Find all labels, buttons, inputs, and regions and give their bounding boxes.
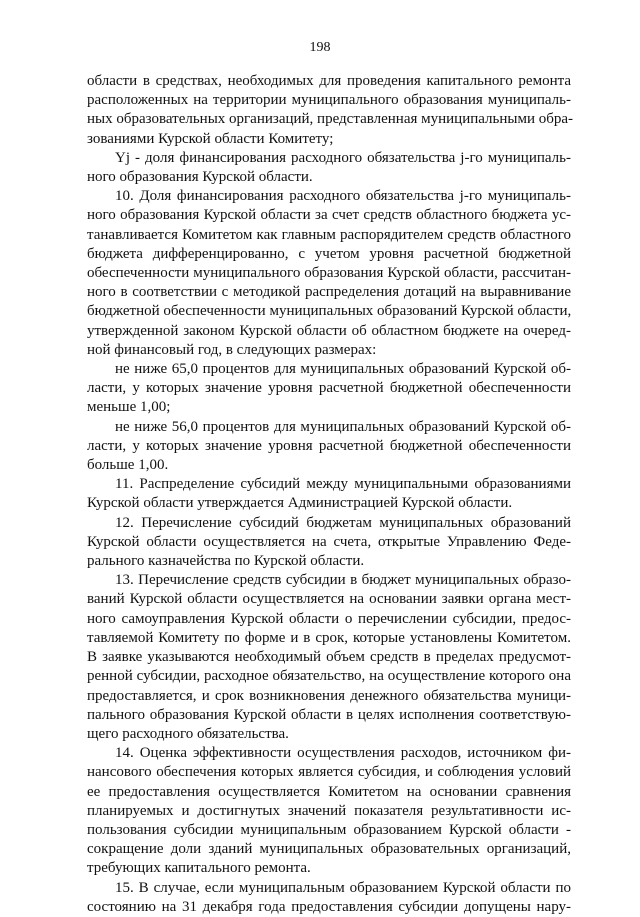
text-line: 14. Оценка эффективности осуществления расходов, источником фи- [115, 745, 571, 762]
text-line: ласти, у которых значение уровня расчетной бюджетной обеспеченности [87, 437, 571, 454]
text-line: бюджета дифференцированно, с учетом уровня расчетной бюджетной [87, 245, 571, 262]
text-line: 13. Перечисление средств субсидии в бюджет муниципальных образо- [115, 572, 571, 589]
text-line: пального образования Курской области в целях исполнения соответствую- [87, 706, 571, 723]
page-number: 198 [309, 40, 331, 55]
text-line: сокращение доли зданий муниципальных образовательных организаций, [87, 841, 571, 858]
text-line: 12. Перечисление субсидий бюджетам муниципальных образований [115, 514, 571, 531]
text-line: утвержденной законом Курской области об областном бюджете на очеред- [87, 322, 571, 339]
text-line: ного образования Курской области. [87, 169, 313, 186]
document-body [87, 72, 574, 917]
text-line: не ниже 56,0 процентов для муниципальных образований Курской об- [115, 418, 571, 435]
text-line: Курской области осуществляется на счета, открытые Управлению Феде- [87, 533, 571, 550]
text-line: щего расходного обязательства. [87, 725, 289, 742]
text-line: расположенных на территории муниципального образования муниципаль- [87, 92, 571, 109]
text-line: предоставляется, и срок возникновения денежного обязательства муници- [87, 687, 571, 704]
text-line: пользования субсидии муниципальным образованием Курской области - [87, 821, 571, 838]
text-line: нансового обеспечения которых является субсидия, и соблюдения условий [87, 764, 571, 781]
text-line: не ниже 65,0 процентов для муниципальных образований Курской об- [115, 361, 571, 378]
text-line: состоянию на 31 декабря года предоставления субсидии допущены нару- [87, 898, 571, 915]
text-line: 11. Распределение субсидий между муниципальными образованиями [115, 476, 571, 493]
text-line: тавляемой Комитету по форме и в срок, которые установлены Комитетом. [87, 629, 571, 646]
text-line: планируемых и достигнутых значений показателя результативности ис- [87, 802, 571, 819]
text-line: области в средствах, необходимых для проведения капитального ремонта [87, 73, 571, 89]
text-line: требующих капитального ремонта. [87, 860, 311, 877]
text-line: ной финансовый год, в следующих размерах: [87, 341, 377, 358]
text-line: 10. Доля финансирования расходного обязательства j-го муниципаль- [115, 188, 571, 205]
text-line: танавливается Комитетом как главным распорядителем средств областного [87, 226, 571, 243]
text-line: ваний Курской области осуществляется на основании заявки органа мест- [87, 591, 571, 608]
text-line: больше 1,00. [87, 457, 169, 474]
text-line: Курской области утверждается Администрацией Курской области. [87, 495, 513, 512]
text-line: 15. В случае, если муниципальным образованием Курской области по [115, 879, 571, 896]
text-line: ренной субсидии, расходное обязательство, на осуществление которого она [87, 668, 571, 685]
text-line: ного самоуправления Курской области о перечислении субсидии, предос- [87, 610, 571, 627]
text-line: ных образовательных организаций, представленная муниципальными обра- [87, 111, 574, 128]
text-line: рального казначейства по Курской области. [87, 553, 365, 570]
text-line: Yj - доля финансирования расходного обязательства j-го муниципаль- [115, 149, 571, 166]
text-line: ного в соответствии с методикой распределения дотаций на выравнивание [87, 284, 571, 301]
text-line: ласти, у которых значение уровня расчетной бюджетной обеспеченности [87, 380, 571, 397]
text-line: бюджетной обеспеченности муниципальных образований Курской области, [87, 303, 572, 320]
text-line: меньше 1,00; [87, 399, 171, 416]
text-line: ного образования Курской области за счет средств областного бюджета ус- [87, 207, 571, 224]
text-line: В заявке указываются необходимый объем средств в пределах предусмот- [87, 649, 571, 666]
text-line: зованиями Курской области Комитету; [87, 130, 334, 147]
text-line: обеспеченности муниципального образования Курской области, рассчитан- [87, 265, 571, 282]
text-line: ее предоставления осуществляется Комитетом на основании сравнения [87, 783, 571, 800]
